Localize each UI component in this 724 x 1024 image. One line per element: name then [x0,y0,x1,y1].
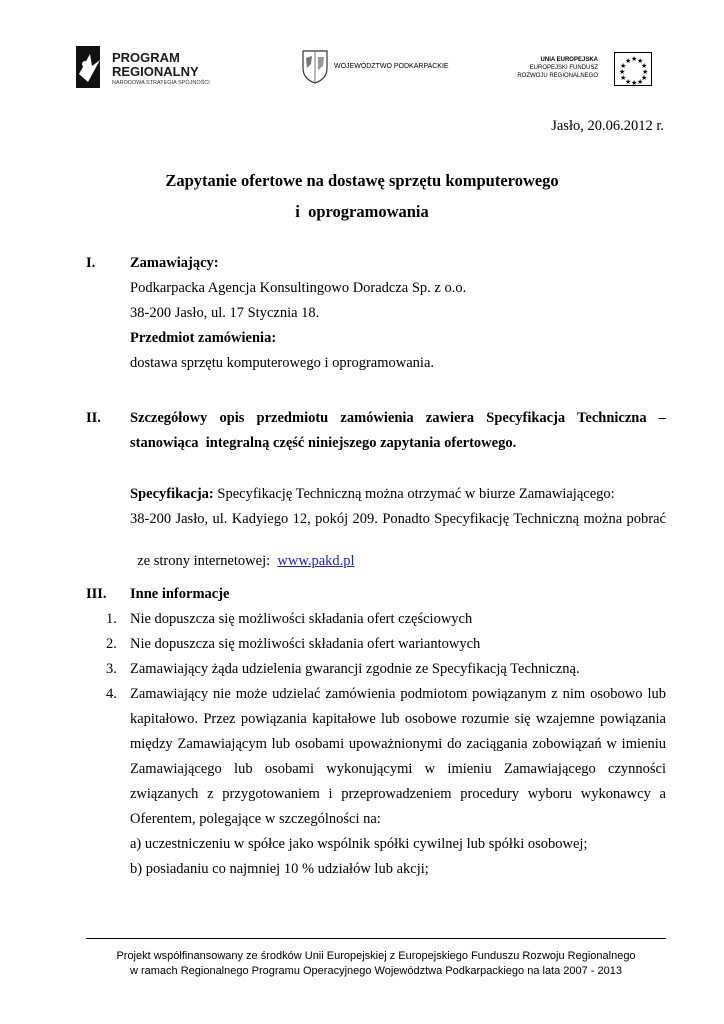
section2-spec-line2: 38-200 Jasło, ul. Kadyiego 12, pokój 209. Ponadto Specyfikację Techniczną można pobrać [130,511,666,527]
list-item-number: 3. [106,661,117,677]
list-item: Zamawiający żąda udzielenia gwarancji zgodnie ze Specyfikacją Techniczną. [130,661,580,677]
footer-line2: w ramach Regionalnego Programu Operacyjnego Województwa Podkarpackiego na lata 2007 - 2013 [129,965,623,977]
voivodeship-logo [300,48,470,88]
eu-flag-icon: ★ ★ ★ ★ ★ ★ ★ ★ ★ ★ ★ ★ [614,52,652,86]
list-item-number: 2. [106,636,117,652]
eu-line3: ROZWOJU REGIONALNEGO [517,73,598,79]
list-item-line: między Zamawiającym lub osobami upoważnionymi do zaciągania zobowiązań w imieniu [130,736,666,752]
list-item-line: Zamawiającego lub osobami wykonującymi w imieniu Zamawiającego czynności [130,761,666,777]
document-title-line1: Zapytanie ofertowe na dostawę sprzętu komputerowego [165,171,559,190]
list-item: Nie dopuszcza się możliwości składania ofert wariantowych [130,636,481,652]
section1-heading: Zamawiający: [130,255,219,271]
program-logo-line1: PROGRAM [112,50,180,65]
spec-link-prefix: ze strony internetowej: [137,553,278,569]
voivodeship-name: WOJEWÓDZTWO PODKARPACKIE [334,63,449,70]
spec-label: Specyfikacja: [130,486,214,502]
program-logo-line2: REGIONALNY [112,64,199,79]
sub-item-b: b) posiadaniu co najmniej 10 % udziałów lub akcji; [130,861,429,877]
document-date: Jasło, 20.06.2012 r. [551,118,664,134]
eu-line2: EUROPEJSKI FUNDUSZ [529,65,598,71]
eu-line1: UNIA EUROPEJSKA [540,57,598,63]
section3-numeral: III. [86,586,107,602]
list-item-line: związanych z przygotowaniem i przeprowadzeniem procedury wyboru wykonawcy a [130,786,666,802]
section1-line2: 38-200 Jasło, ul. 17 Stycznia 18. [130,305,320,321]
section2-spec-line3 [130,536,355,570]
coat-of-arms-icon [300,48,330,84]
program-logo-subtitle: NARODOWA STRATEGIA SPÓJNOŚCI [112,80,210,86]
footer-divider [86,938,666,939]
list-item-line: Zamawiający nie może udzielać zamówienia podmiotom powiązanym z nim osobowo lub [130,686,666,702]
section2-bold-line1: Szczegółowy opis przedmiotu zamówienia zawiera Specyfikacja Techniczna – [130,410,666,426]
pakd-website-link[interactable]: www.pakd.pl [277,553,355,569]
program-regionalny-emblem-icon [70,44,106,90]
program-regionalny-logo [70,44,220,92]
list-item-line: kapitałowo. Przez powiązania kapitałowe lub osobowe rozumie się wzajemne powiązania [130,711,666,727]
list-item-number: 1. [106,611,117,627]
footer-line1: Projekt współfinansowany ze środków Unii Europejskiej z Europejskiego Funduszu Rozwoju Regionalnego [116,950,636,962]
section2-numeral: II. [86,410,101,426]
section2-spec-line1 [130,486,615,503]
list-item-number: 4. [106,686,117,702]
list-item: Nie dopuszcza się możliwości składania ofert częściowych [130,611,473,627]
section3-heading: Inne informacje [130,586,230,602]
sub-item-a: a) uczestniczeniu w spółce jako wspólnik spółki cywilnej lub spółki osobowej; [130,836,588,852]
section1-subheading: Przedmiot zamówienia: [130,330,277,346]
section1-numeral: I. [86,255,96,271]
document-title-line2: i oprogramowania [295,202,429,221]
spec-text: Specyfikację Techniczną można otrzymać w biurze Zamawiającego: [213,486,615,502]
list-item-line: Oferentem, polegające w szczególności na: [130,811,381,827]
section1-line1: Podkarpacka Agencja Konsultingowo Doradcza Sp. z o.o. [130,280,467,296]
section1-line3: dostawa sprzętu komputerowego i oprogramowania. [130,355,435,371]
section2-bold-line2: stanowiąca integralną część niniejszego zapytania ofertowego. [130,435,517,451]
